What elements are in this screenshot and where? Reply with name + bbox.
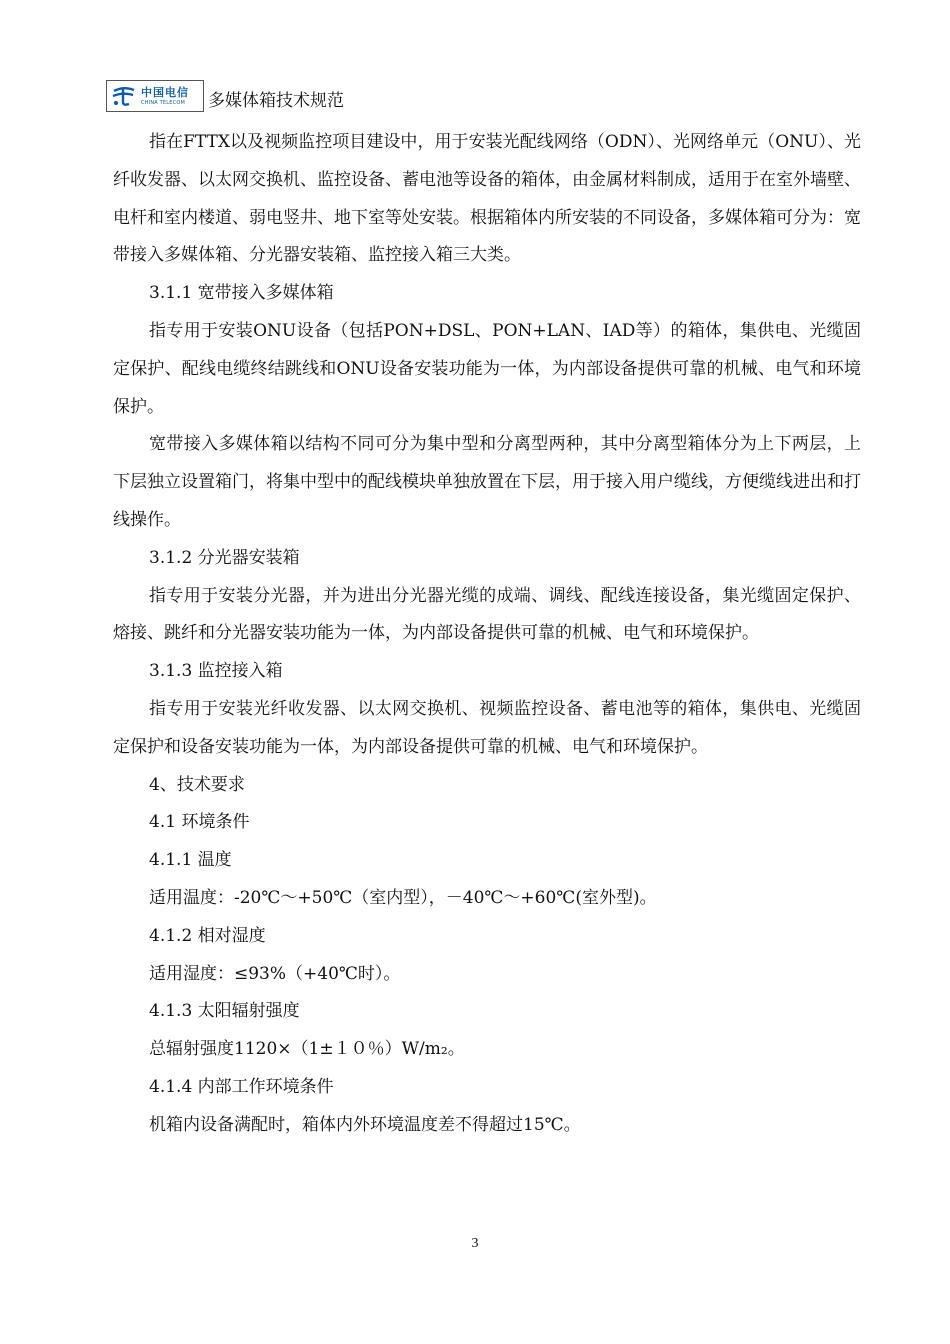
section-line: 3.1.2 分光器安装箱 [149,547,300,568]
section-line: 4.1 环境条件 [149,812,250,833]
section-line: 4.1.3 太阳辐射强度 [149,1001,300,1022]
section-line: 适用湿度：≤93%（+40℃时）。 [149,963,401,984]
page-number: 3 [471,1236,479,1251]
china-telecom-logo [106,80,204,112]
body-paragraph: 指专用于安装光纤收发器、以太网交换机、视频监控设备、蓄电池等的箱体，集供电、光缆固定保护和设备安装功能为一体，为内部设备提供可靠的机械、电气和环境保护。 [113,698,861,757]
logo-english-text: CHINA TELECOM [141,99,185,106]
section-line: 适用温度：-20℃～+50℃（室内型），－40℃～+60℃(室外型)。 [149,887,657,908]
document-body [113,124,861,1145]
section-line: 4.1.2 相对湿度 [149,925,266,946]
logo-chinese-text: 中国电信 [141,85,189,99]
section-line: 机箱内设备满配时，箱体内外环境温度差不得超过15℃。 [149,1114,581,1135]
section-line: 4.1.4 内部工作环境条件 [149,1076,334,1097]
china-telecom-logo-icon [111,84,137,108]
body-paragraph: 指专用于安装分光器，并为进出分光器光缆的成端、调线、配线连接设备，集光缆固定保护、熔接、跳纤和分光器安装功能为一体，为内部设备提供可靠的机械、电气和环境保护。 [113,585,861,644]
page-header [106,78,344,112]
section-line: 4.1.1 温度 [149,850,232,871]
section-line: 总辐射强度1120×（1±１０％）W/m₂。 [149,1039,465,1060]
section-line: 3.1.3 监控接入箱 [149,661,283,682]
body-paragraph: 指在FTTX以及视频监控项目建设中，用于安装光配线网络（ODN）、光网络单元（ONU）、光纤收发器、以太网交换机、监控设备、蓄电池等设备的箱体，由金属材料制成，适用于在室外墙壁、电杆和室内楼道、弱电竖井、地下室等处安装。根据箱体内所安装的不同设备，多媒体箱可分为：宽带接入多媒体箱、分光器安装箱、监控接入箱三大类。 [113,132,861,266]
document-header-title: 多媒体箱技术规范 [208,91,344,111]
section-line: 3.1.1 宽带接入多媒体箱 [149,283,334,304]
body-paragraph: 指专用于安装ONU设备（包括PON+DSL、PON+LAN、IAD等）的箱体，集供电、光缆固定保护、配线电缆终结跳线和ONU设备安装功能为一体，为内部设备提供可靠的机械、电气和环境保护。 [113,320,861,417]
body-paragraph: 宽带接入多媒体箱以结构不同可分为集中型和分离型两种，其中分离型箱体分为上下两层，上下层独立设置箱门，将集中型中的配线模块单独放置在下层，用于接入用户缆线，方便缆线进出和打线操作。 [113,434,861,530]
section-line: 4、技术要求 [149,774,245,795]
